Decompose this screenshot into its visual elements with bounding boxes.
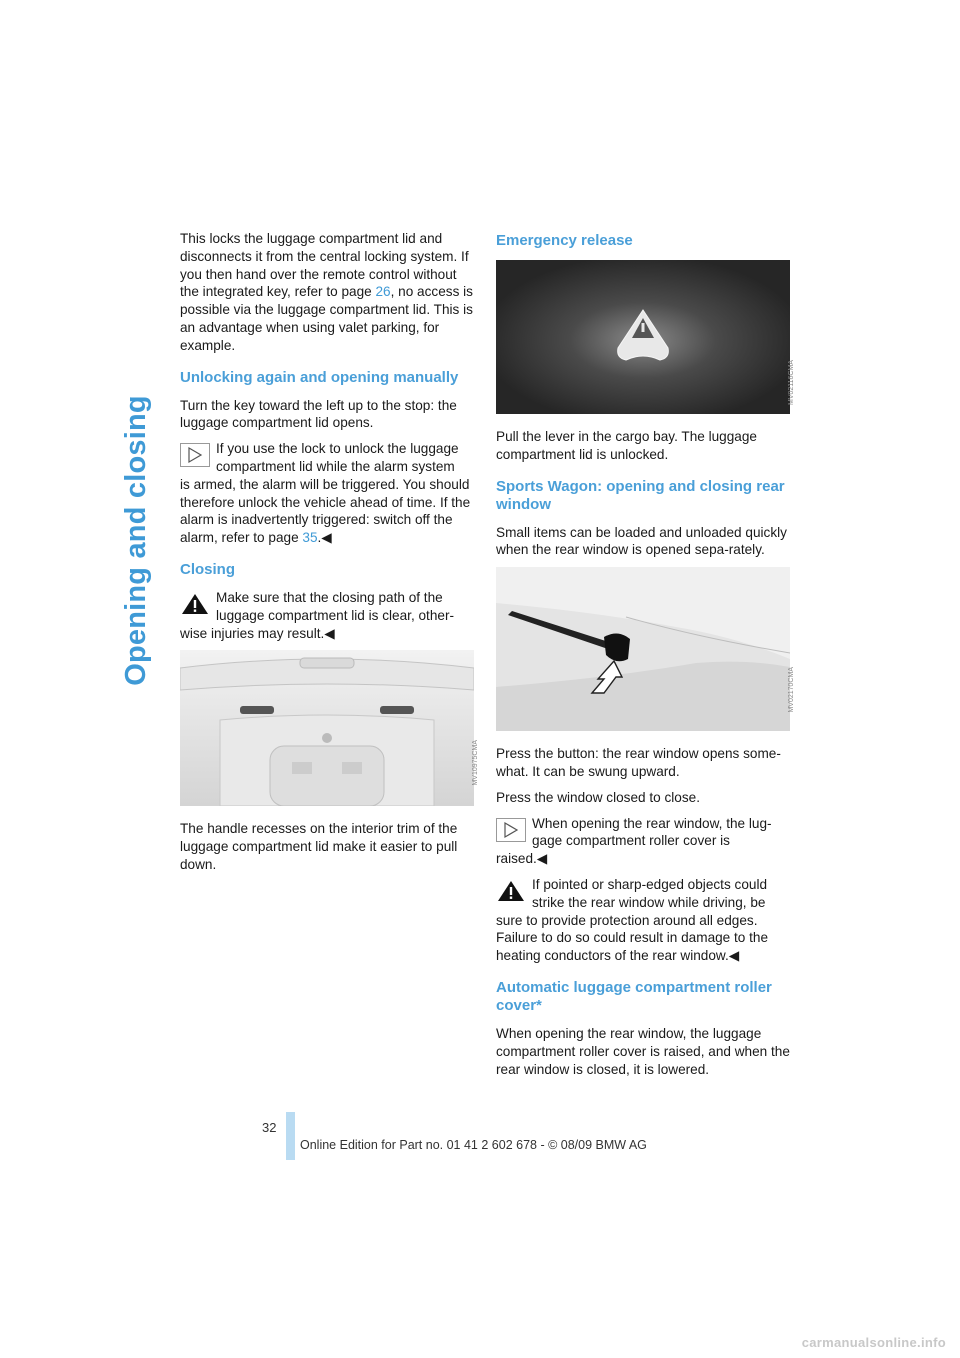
wagon-paragraph: Small items can be loaded and unloaded quickly when the rear window is opened sepa-rately.	[496, 524, 787, 558]
warning-sharp-first: If pointed or sharp-edged objects could strike the rear window while driving, be	[532, 876, 768, 910]
warning-triangle-icon	[180, 592, 210, 616]
heading-emergency: Emergency release	[496, 232, 633, 249]
edition-line: Online Edition for Part no. 01 41 2 602 678 - © 08/09 BMW AG	[300, 1138, 647, 1152]
note-arrow-icon	[180, 443, 210, 467]
intro-text: This locks the luggage compartment lid and disconnects it from the central locking system. If you then hand over the remote control without the integrated key, refer to page	[180, 231, 469, 300]
emergency-paragraph: Pull the lever in the cargo bay. The luggage compartment lid is unlocked.	[496, 429, 757, 462]
luggage-lid-photo	[180, 650, 480, 806]
handle-paragraph: The handle recesses on the interior trim of the luggage compartment lid make it easier to pull down.	[180, 821, 458, 872]
emergency-release-photo	[496, 260, 796, 414]
image-code: MV02116CMA	[788, 360, 796, 406]
heading-sports-wagon: Sports Wagon: opening and closing rear window	[496, 477, 785, 513]
note-roller-cover	[496, 815, 790, 868]
page-link-26[interactable]: 26	[375, 284, 391, 300]
auto-paragraph: When opening the rear window, the luggage compartment roller cover is raised, and when the rear window is closed, it is lowered.	[496, 1025, 790, 1077]
warning-sharp-rest: sure to provide protection around all edges. Failure to do so could result in damage to the heating conductors of the rear window.◀	[496, 912, 769, 964]
warning-closing	[180, 589, 474, 642]
intro-text-end: , no access is possible via the luggage compartment lid. This is an advantage when using valet parking, for example.	[180, 284, 473, 353]
rear-window-illustration	[496, 567, 790, 731]
note-alarm	[180, 440, 474, 547]
warning-sharp-objects	[496, 876, 790, 965]
close-paragraph: Press the window closed to close.	[496, 789, 701, 805]
rear-window-photo	[496, 567, 796, 731]
note-alarm-first: If you use the lock to unlock the luggage compartment lid while the alarm system	[216, 441, 459, 474]
image-code: MV02170CMA	[788, 667, 796, 713]
press-paragraph: Press the button: the rear window opens some-what. It can be swung upward.	[496, 746, 781, 779]
footer-bar	[286, 1112, 295, 1160]
page-link-35[interactable]: 35	[302, 530, 318, 546]
note-alarm-end: .◀	[317, 530, 332, 546]
note-arrow-icon	[496, 818, 526, 842]
warning-closing-rest: wise injuries may result.◀	[180, 625, 335, 641]
heading-automatic-roller-cover	[496, 979, 790, 1015]
luggage-lid-illustration	[180, 650, 474, 806]
right-column	[496, 230, 796, 1086]
section-title-text: Opening and closing	[119, 394, 152, 686]
warning-triangle-icon	[496, 879, 526, 903]
note-roller-first: When opening the rear window, the lug-gage compartment roller cover is	[532, 815, 772, 849]
optional-equipment-star: *	[536, 996, 542, 1014]
heading-unlocking: Unlocking again and opening manually	[180, 368, 459, 386]
note-roller-rest: raised.◀	[496, 851, 548, 867]
intro-paragraph	[180, 230, 474, 355]
warning-closing-first: Make sure that the closing path of the luggage compartment lid is clear, other-	[216, 589, 455, 623]
unlock-paragraph: Turn the key toward the left up to the stop: the luggage compartment lid opens.	[180, 397, 457, 431]
heading-auto-text: Automatic luggage compartment roller cover	[496, 978, 772, 1014]
watermark: carmanualsonline.info	[801, 1335, 946, 1350]
emergency-release-illustration	[496, 260, 790, 414]
note-alarm-rest: is armed, the alarm will be triggered. You should therefore unlock the vehicle ahead of time. If the alarm is inadvertently triggered: switch off the alarm, refer to page	[180, 476, 471, 546]
image-code: MV10975CMA	[472, 740, 480, 786]
section-title	[112, 230, 160, 850]
page-number: 32	[262, 1120, 277, 1135]
left-column	[180, 230, 480, 882]
heading-closing: Closing	[180, 560, 235, 578]
